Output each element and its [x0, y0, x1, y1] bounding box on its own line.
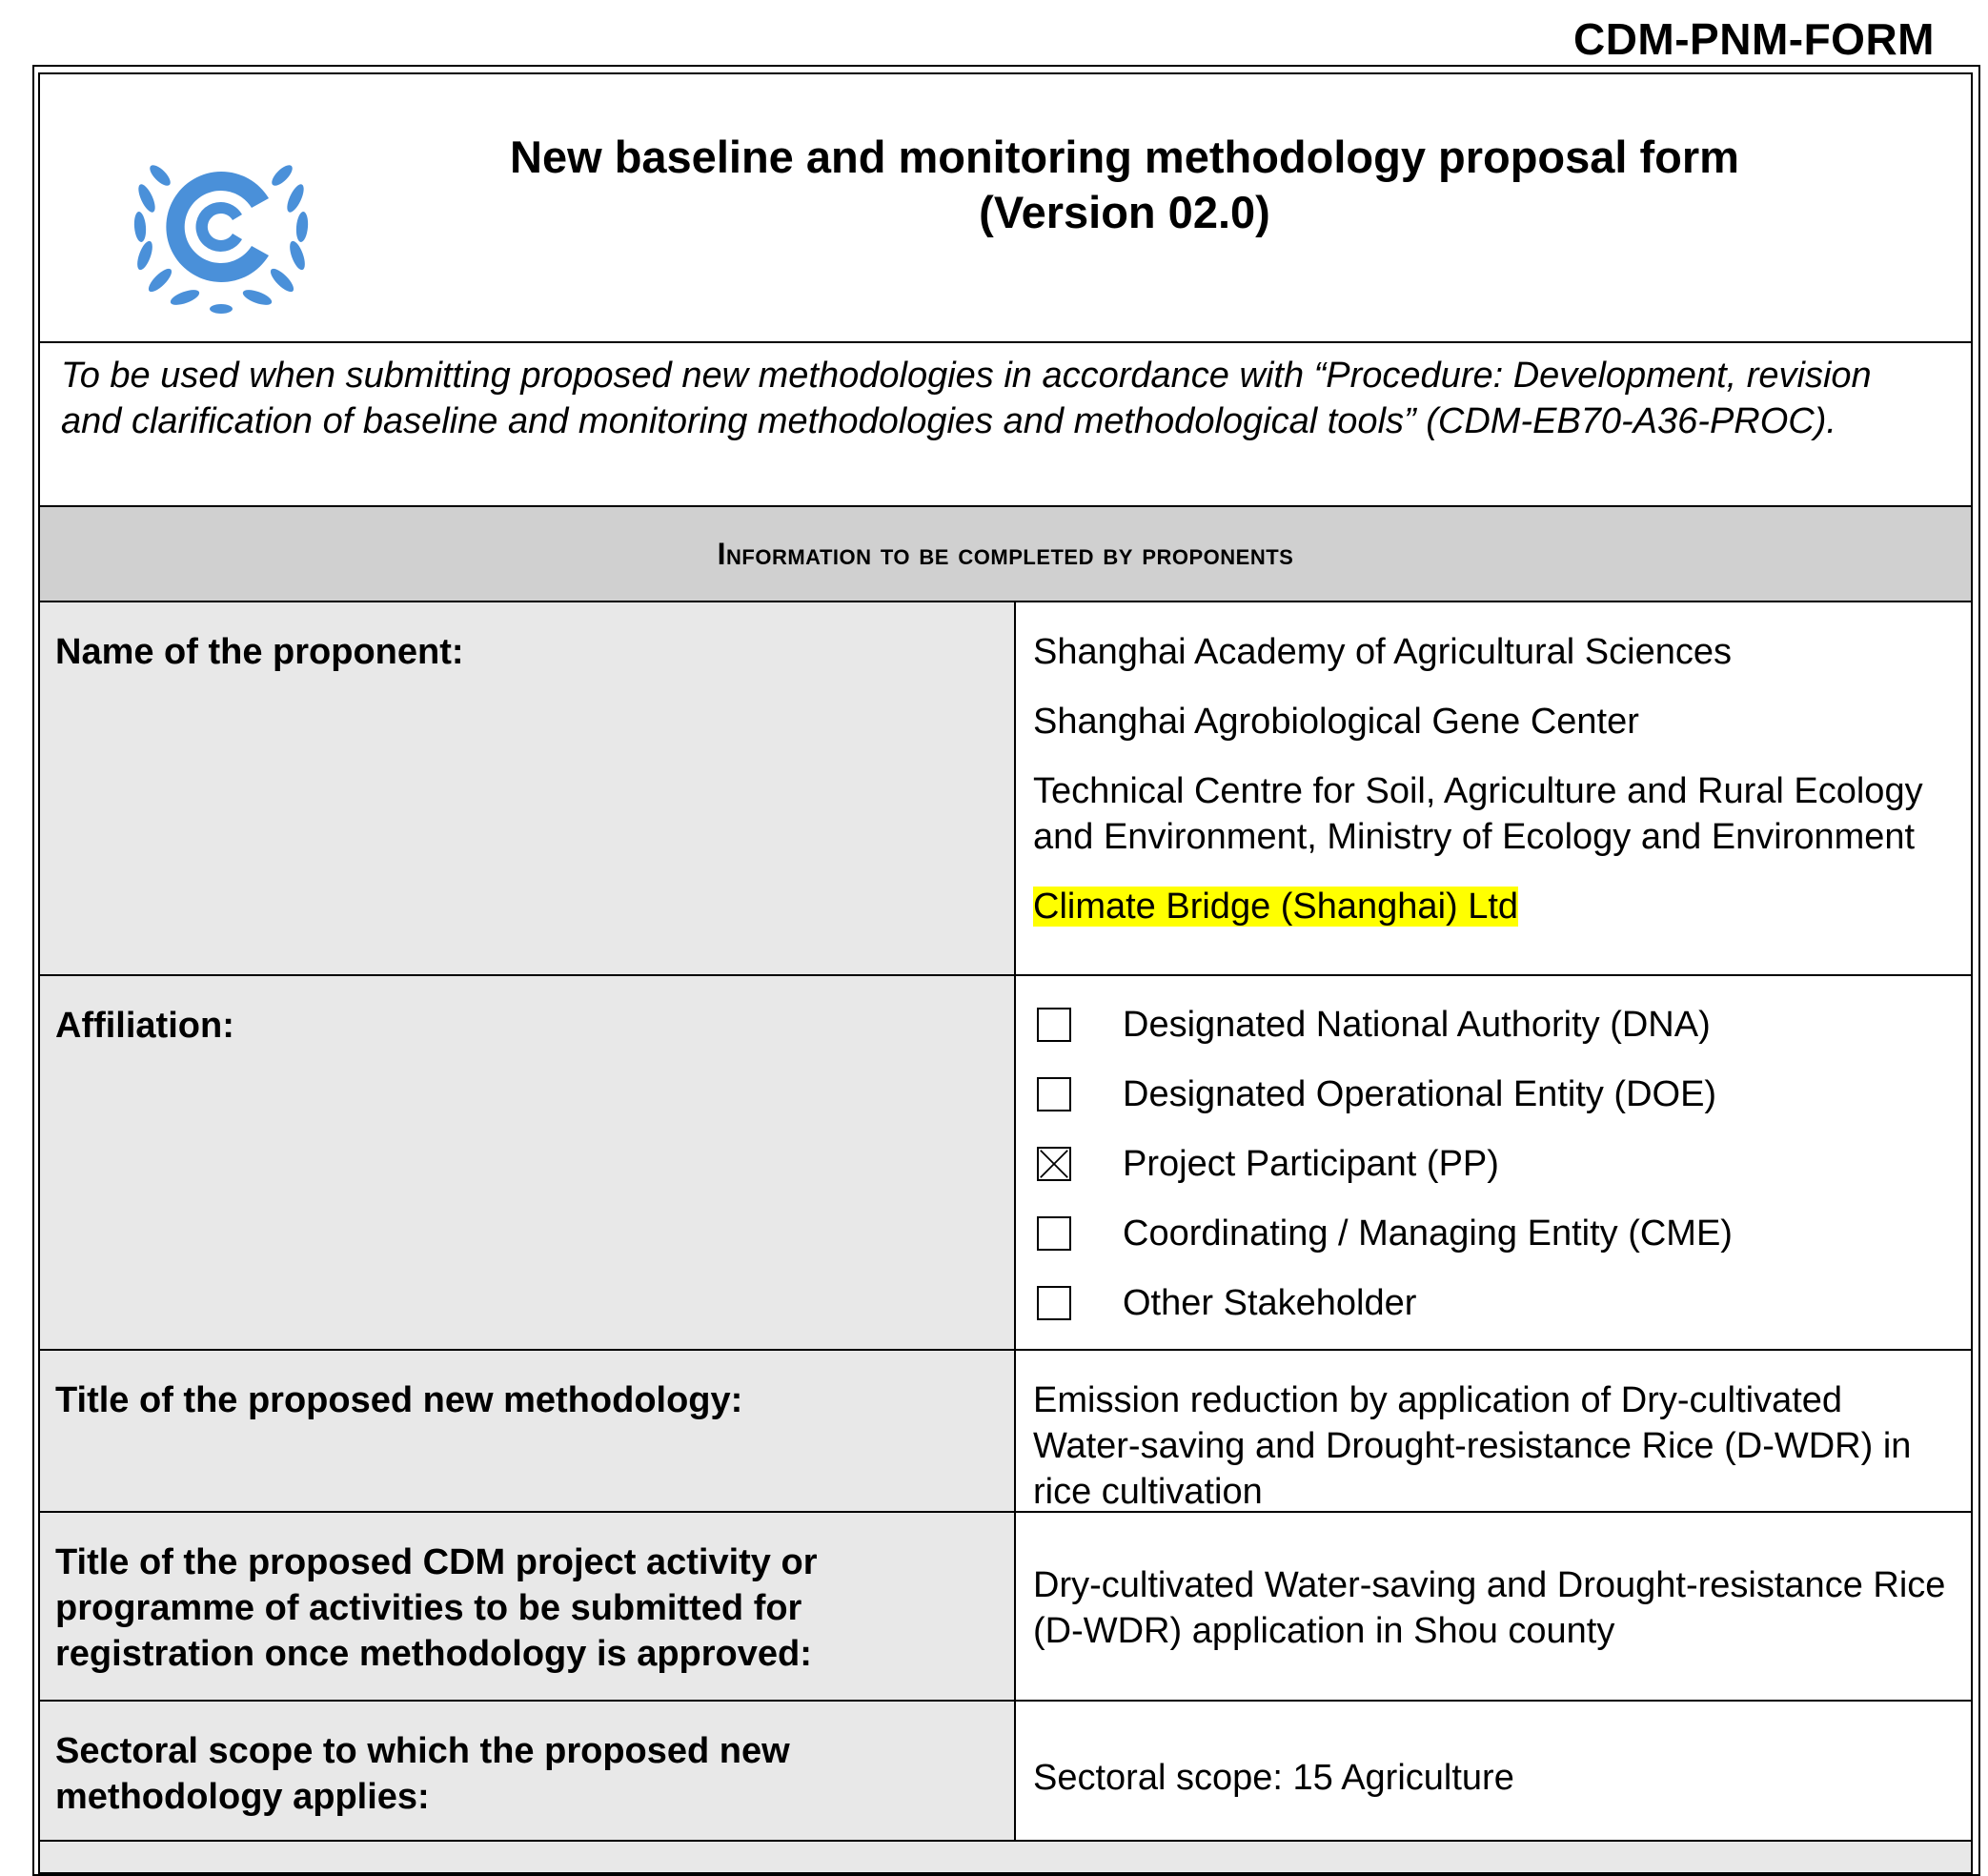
option-label: Designated National Authority (DNA)	[1123, 1004, 1711, 1045]
affiliation-option-dna[interactable]	[1033, 989, 1954, 1059]
proponent-name: Technical Centre for Soil, Agriculture and Rural Ecology and Environment, Ministry of Ecology and Environment	[1033, 771, 1923, 857]
affiliation-options	[1016, 976, 1971, 1349]
row-proponent	[40, 602, 1971, 976]
row-affiliation	[40, 976, 1971, 1351]
methodology-title-label: Title of the proposed new methodology:	[40, 1351, 1016, 1511]
proponent-values	[1016, 602, 1971, 974]
checkbox-dna[interactable]	[1037, 1008, 1071, 1042]
unfccc-logo-icon	[126, 132, 316, 322]
proponent-name-highlighted: Climate Bridge (Shanghai) Ltd	[1033, 887, 1519, 927]
next-row-stub	[40, 1842, 1971, 1874]
affiliation-option-cme[interactable]	[1033, 1198, 1954, 1268]
checkbox-pp-checked[interactable]	[1037, 1147, 1071, 1181]
form-code: CDM-PNM-FORM	[1572, 14, 1935, 64]
proponent-name: Shanghai Academy of Agricultural Sciences	[1033, 632, 1732, 672]
proponent-name: Shanghai Agrobiological Gene Center	[1033, 702, 1639, 742]
checkbox-other[interactable]	[1037, 1286, 1071, 1320]
form-title	[326, 130, 1923, 240]
sectoral-scope-value: Sectoral scope: 15 Agriculture	[1033, 1758, 1514, 1798]
project-title-label: Title of the proposed CDM project activity or programme of activities to be submitted for registration once methodology is approved:	[40, 1513, 1016, 1700]
sectoral-scope-label: Sectoral scope to which the proposed new methodology applies:	[40, 1702, 1016, 1840]
header-row	[40, 74, 1971, 343]
option-label: Coordinating / Managing Entity (CME)	[1123, 1213, 1733, 1254]
affiliation-option-other[interactable]	[1033, 1268, 1954, 1337]
option-label: Designated Operational Entity (DOE)	[1123, 1073, 1717, 1114]
affiliation-option-doe[interactable]	[1033, 1059, 1954, 1129]
intro-row	[40, 343, 1971, 507]
form-title-line1: New baseline and monitoring methodology proposal form	[510, 132, 1739, 182]
form-title-version: (Version 02.0)	[979, 187, 1270, 237]
row-methodology-title	[40, 1351, 1971, 1513]
methodology-title-value: Emission reduction by application of Dry-cultivated Water-saving and Drought-resistance Rice (D-WDR) in rice cultivation	[1033, 1380, 1912, 1512]
intro-text: To be used when submitting proposed new methodologies in accordance with “Procedure: Development, revision and clarification of baseline and monitoring methodologies and methodological tools” (CDM-EB70-A36-PROC).	[61, 356, 1872, 441]
section-header	[40, 507, 1971, 602]
affiliation-label: Affiliation:	[40, 976, 1016, 1349]
affiliation-option-pp[interactable]	[1033, 1129, 1954, 1198]
checkbox-doe[interactable]	[1037, 1077, 1071, 1111]
form-table	[38, 72, 1973, 1874]
project-title-value: Dry-cultivated Water-saving and Drought-resistance Rice (D-WDR) application in Shou county	[1033, 1565, 1946, 1651]
row-sectoral-scope	[40, 1702, 1971, 1842]
option-label: Project Participant (PP)	[1123, 1143, 1499, 1184]
proponent-label: Name of the proponent:	[40, 602, 1016, 974]
option-label: Other Stakeholder	[1123, 1282, 1417, 1323]
section-header-text: Information to be completed by proponents	[717, 537, 1294, 571]
check-x-icon	[1039, 1149, 1069, 1179]
checkbox-cme[interactable]	[1037, 1216, 1071, 1251]
row-project-title	[40, 1513, 1971, 1702]
